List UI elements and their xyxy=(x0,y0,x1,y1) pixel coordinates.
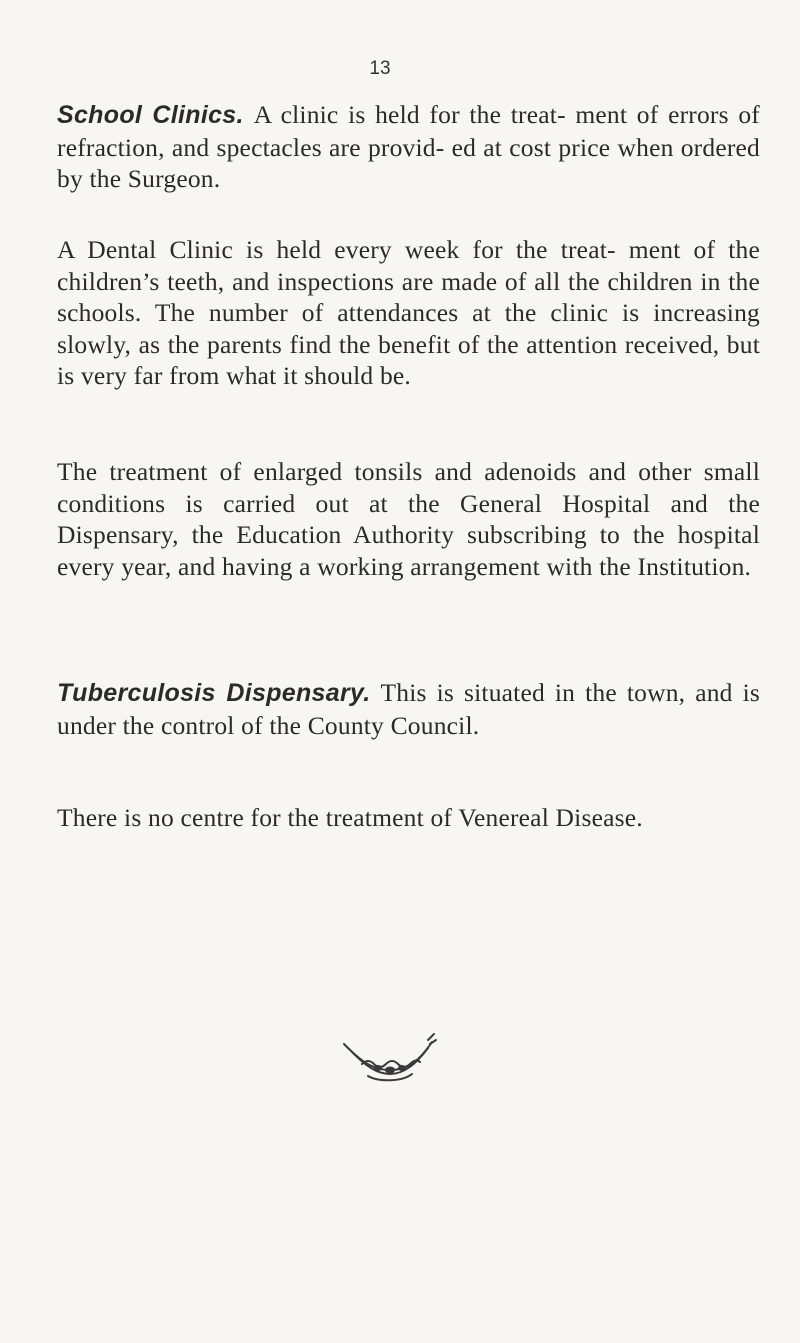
paragraph-dental-clinic xyxy=(57,234,760,392)
paragraph-text: This is situated in the town, and is under the control of the County Council. xyxy=(57,678,761,740)
paragraph-tonsils-treatment xyxy=(57,456,760,582)
paragraph-text: There is no centre for the treatment of Venereal Disease. xyxy=(57,803,643,832)
paragraph-text: A clinic is held for the treat- ment of errors of refraction, and spectacles are provid- ed at cost price when ordered by the Surgeon. xyxy=(57,100,760,193)
paragraph-school-clinics xyxy=(57,99,760,195)
section-heading-school-clinics: School Clinics. xyxy=(57,101,244,129)
paragraph-tuberculosis-dispensary xyxy=(57,677,760,741)
paragraph-text: The treatment of enlarged tonsils and adenoids and other small conditions is carried out at the General Hospital and the Dispensary, the Education Authority subscribing to the hospital every year, and having a working arrangement with the Institution. xyxy=(57,457,760,581)
paragraph-venereal-disease xyxy=(57,802,760,834)
paragraph-text: A Dental Clinic is held every week for the treat- ment of the children’s teeth, and inspections are made of all the children in the schools. The number of attendances at the clinic is increasing slowly, as the parents find the benefit of the attention received, but is very far from what it should be. xyxy=(57,235,760,390)
end-ornament-icon xyxy=(340,1030,440,1100)
section-heading-tuberculosis-dispensary: Tuberculosis Dispensary. xyxy=(57,679,371,707)
page-number: 13 xyxy=(369,58,391,79)
